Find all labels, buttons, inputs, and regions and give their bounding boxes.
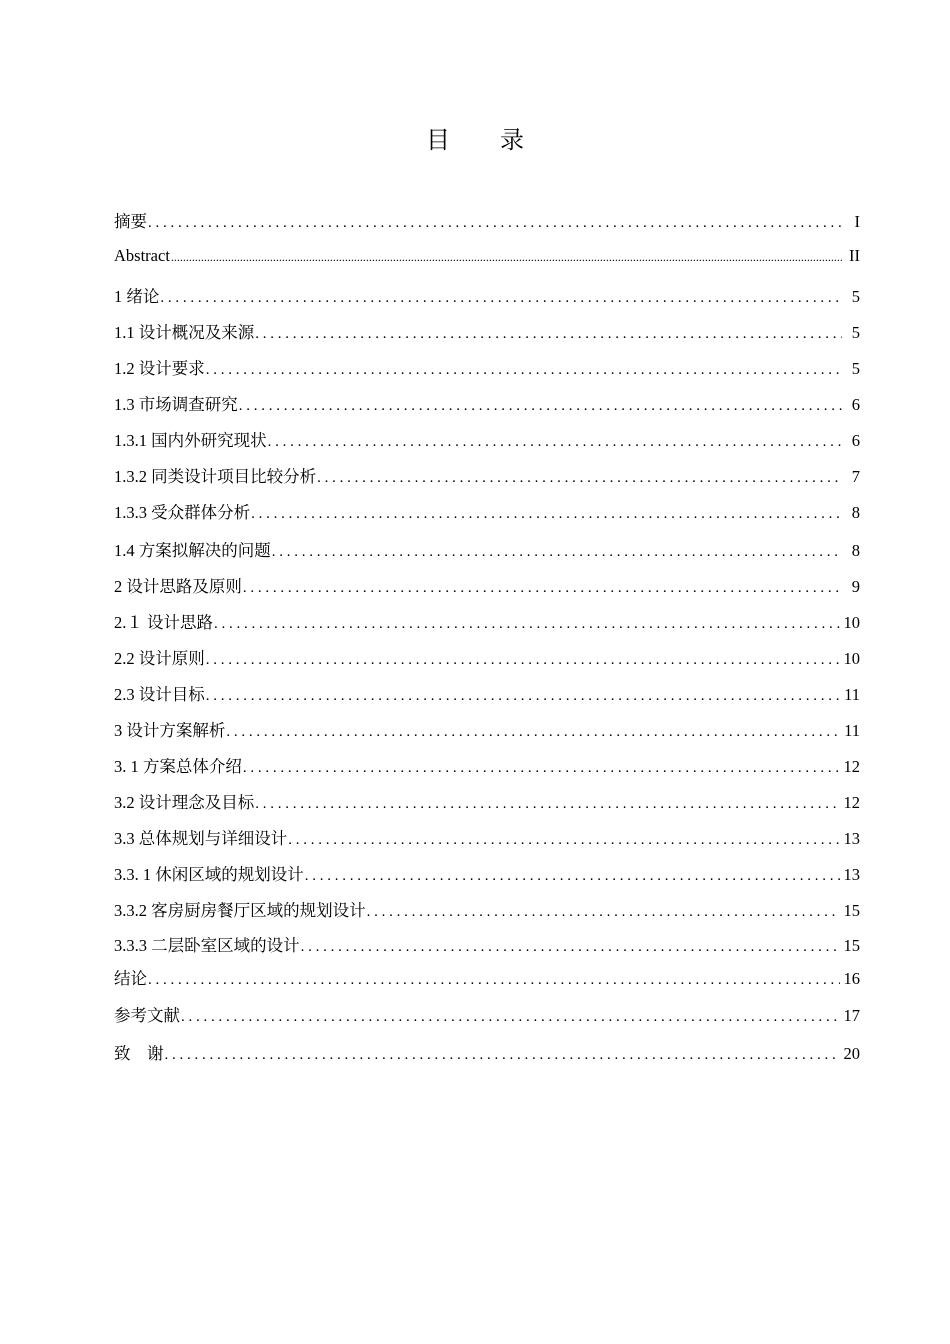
toc-entry-page: 11 <box>844 685 860 704</box>
toc-entry[interactable] <box>114 789 860 825</box>
toc-entry-label: 3.2 设计理念及目标 <box>114 793 255 812</box>
toc-entry-label: 1.1 设计概况及来源 <box>114 323 255 342</box>
toc-entry-label: 摘要 <box>114 212 147 231</box>
toc-entry-page: 20 <box>843 1044 860 1063</box>
toc-entry[interactable] <box>114 717 860 753</box>
toc-entry-page: 10 <box>843 613 860 632</box>
toc-entry[interactable] <box>114 427 860 463</box>
toc-entry-label: 参考文献 <box>114 1006 180 1025</box>
dot-leader <box>272 544 842 561</box>
toc-entry[interactable] <box>114 825 860 861</box>
toc-entry-label: 1.4 方案拟解决的问题 <box>114 541 271 560</box>
dot-leader <box>243 580 842 597</box>
toc-entry-page: 15 <box>843 936 860 955</box>
dot-leader <box>367 904 840 921</box>
toc-entry-label: 3.3.3 二层卧室区域的设计 <box>114 936 300 955</box>
toc-entry-page: 15 <box>843 901 860 920</box>
toc-entry-page: 13 <box>843 829 860 848</box>
toc-entry-label: 3 设计方案解析 <box>114 721 226 740</box>
toc-entry[interactable] <box>114 681 860 717</box>
toc-entry-page: 16 <box>843 969 860 988</box>
toc-entry[interactable] <box>114 319 860 355</box>
dot-leader <box>239 398 842 415</box>
toc-entry-page: 5 <box>851 323 860 342</box>
toc-entry[interactable] <box>114 965 860 1002</box>
toc-entry-label: 3.3.2 客房厨房餐厅区域的规划设计 <box>114 901 366 920</box>
toc-entry[interactable] <box>114 1002 860 1040</box>
toc-entry[interactable] <box>114 861 860 897</box>
toc-entry-label: 1 绪论 <box>114 287 160 306</box>
dot-leader <box>317 470 842 487</box>
dot-leader <box>226 724 840 741</box>
dot-leader <box>206 362 842 379</box>
toc-entry-page: II <box>849 246 860 265</box>
toc-entry-page: 9 <box>851 577 860 596</box>
dot-leader <box>255 326 842 343</box>
toc-entry[interactable] <box>114 391 860 427</box>
toc-entry-page: 6 <box>851 395 860 414</box>
dot-leader <box>305 868 840 885</box>
dot-leader <box>243 760 840 777</box>
toc-entry[interactable] <box>114 537 860 573</box>
toc-entry-page: 17 <box>843 1006 860 1025</box>
toc-entry[interactable] <box>114 355 860 391</box>
dot-leader <box>160 290 842 307</box>
toc-entry[interactable] <box>114 609 860 645</box>
toc-entry-label: 1.3 市场调查研究 <box>114 395 238 414</box>
toc-entry-label: 2.2 设计原则 <box>114 649 205 668</box>
toc-entry-label: 结论 <box>114 969 147 988</box>
toc-entry-label: 3.3 总体规划与详细设计 <box>114 829 288 848</box>
toc-entry-label: 1.2 设计要求 <box>114 359 205 378</box>
toc-entry-page: 8 <box>851 541 860 560</box>
dot-leader <box>214 616 840 633</box>
page-title: 目 录 <box>426 128 546 154</box>
toc-entry[interactable] <box>114 932 860 965</box>
toc-entry-page: 12 <box>843 793 860 812</box>
toc-entry-page: 5 <box>851 359 860 378</box>
toc-entry-label: 1.3.2 同类设计项目比较分析 <box>114 467 317 486</box>
toc-entry[interactable] <box>114 1040 860 1076</box>
dot-leader <box>268 434 842 451</box>
toc-entry-page: 13 <box>843 865 860 884</box>
dot-leader <box>206 652 840 669</box>
toc-entry[interactable] <box>114 283 860 319</box>
toc-entry[interactable] <box>114 463 860 499</box>
dot-leader <box>171 249 842 266</box>
dot-leader <box>255 796 839 813</box>
toc-entry-page: 5 <box>851 287 860 306</box>
dot-leader <box>251 506 842 523</box>
dot-leader <box>288 832 839 849</box>
toc-entry-label: 3. 1 方案总体介绍 <box>114 757 242 776</box>
toc-entry-label: 2 设计思路及原则 <box>114 577 242 596</box>
toc-entry-label: 3.3. 1 休闲区域的规划设计 <box>114 865 304 884</box>
toc-entry-label: 2.3 设计目标 <box>114 685 205 704</box>
toc-entry[interactable] <box>114 246 860 283</box>
toc-entry-page: 6 <box>851 431 860 450</box>
toc-entry[interactable] <box>114 897 860 932</box>
toc-entry-label: 2.１ 设计思路 <box>114 613 213 632</box>
dot-leader <box>148 972 840 989</box>
toc-entry-page: I <box>854 212 860 231</box>
dot-leader <box>165 1047 840 1064</box>
toc-entry[interactable] <box>114 573 860 609</box>
toc-entry[interactable] <box>114 753 860 789</box>
toc-entry-page: 12 <box>843 757 860 776</box>
toc-entry-page: 10 <box>843 649 860 668</box>
toc-entry[interactable] <box>114 499 860 537</box>
toc-entry[interactable] <box>114 645 860 681</box>
toc-entry-label: Abstract <box>114 246 170 265</box>
toc-entry-label: 致 谢 <box>114 1044 164 1063</box>
toc-entry-page: 7 <box>851 467 860 486</box>
toc-entry-page: 8 <box>851 503 860 522</box>
dot-leader <box>148 215 842 232</box>
toc-entry-label: 1.3.3 受众群体分析 <box>114 503 251 522</box>
dot-leader <box>301 939 840 956</box>
dot-leader <box>181 1009 840 1026</box>
toc-entry-page: 11 <box>844 721 860 740</box>
table-of-contents <box>114 208 860 1076</box>
toc-entry-label: 1.3.1 国内外研究现状 <box>114 431 267 450</box>
toc-entry[interactable] <box>114 208 860 246</box>
dot-leader <box>206 688 840 705</box>
